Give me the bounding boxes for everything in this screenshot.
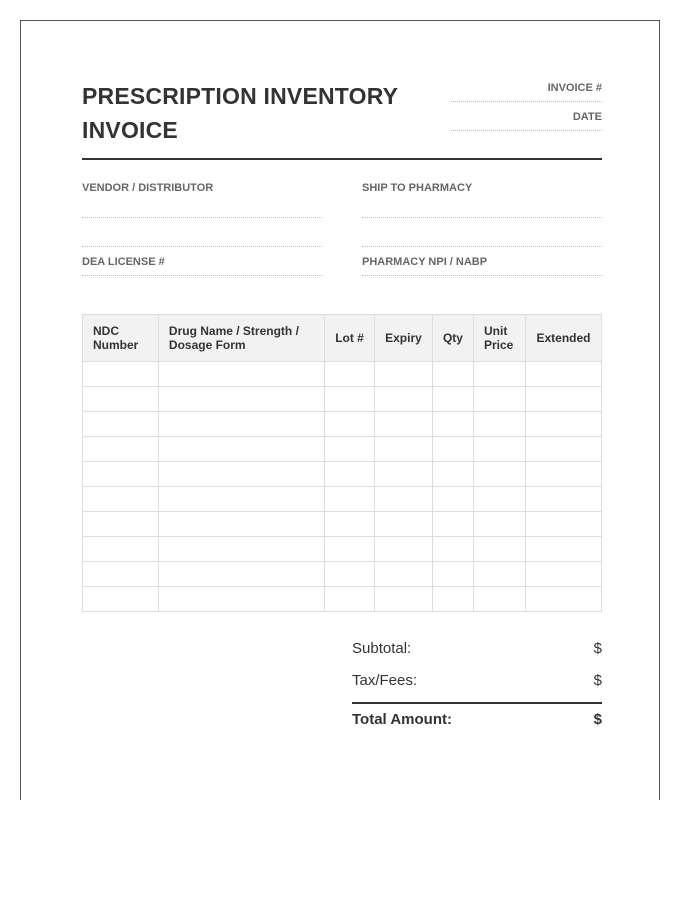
drug-name-cell[interactable]	[158, 437, 324, 462]
table-row	[83, 537, 602, 562]
qty-cell[interactable]	[432, 512, 473, 537]
table-row	[83, 512, 602, 537]
dea-license-line[interactable]	[82, 275, 322, 276]
ship-to-label: SHIP TO PHARMACY	[362, 182, 473, 194]
table-row	[83, 587, 602, 612]
expiry-cell[interactable]	[374, 512, 432, 537]
dea-license-label: DEA LICENSE #	[82, 256, 165, 268]
items-table-body	[83, 362, 602, 612]
unit-price-cell[interactable]	[473, 437, 525, 462]
subtotal-row	[352, 640, 602, 660]
tax-fees-row	[352, 672, 602, 692]
table-row	[83, 362, 602, 387]
drug-name-cell[interactable]	[158, 537, 324, 562]
drug-name-cell[interactable]	[158, 412, 324, 437]
items-table	[82, 314, 602, 612]
qty-cell[interactable]	[432, 562, 473, 587]
extended-cell[interactable]	[525, 562, 601, 587]
header-lot: Lot #	[325, 315, 375, 362]
table-row	[83, 462, 602, 487]
table-row	[83, 437, 602, 462]
extended-cell[interactable]	[525, 387, 601, 412]
lot-cell[interactable]	[325, 462, 375, 487]
header-expiry: Expiry	[374, 315, 432, 362]
lot-cell[interactable]	[325, 362, 375, 387]
title-line-1: PRESCRIPTION INVENTORY	[82, 83, 399, 109]
header-unit-price: Unit Price	[473, 315, 525, 362]
drug-name-cell[interactable]	[158, 387, 324, 412]
ndc-number-cell[interactable]	[83, 562, 159, 587]
drug-name-cell[interactable]	[158, 562, 324, 587]
qty-cell[interactable]	[432, 537, 473, 562]
vendor-line-2[interactable]	[82, 246, 322, 247]
totals-divider	[352, 702, 602, 704]
drug-name-cell[interactable]	[158, 587, 324, 612]
ndc-number-cell[interactable]	[83, 587, 159, 612]
unit-price-cell[interactable]	[473, 562, 525, 587]
tax-fees-label: Tax/Fees:	[352, 672, 418, 689]
expiry-cell[interactable]	[374, 462, 432, 487]
lot-cell[interactable]	[325, 537, 375, 562]
drug-name-cell[interactable]	[158, 362, 324, 387]
header-qty: Qty	[432, 315, 473, 362]
qty-cell[interactable]	[432, 437, 473, 462]
expiry-cell[interactable]	[374, 437, 432, 462]
unit-price-cell[interactable]	[473, 462, 525, 487]
ndc-number-cell[interactable]	[83, 537, 159, 562]
pharmacy-npi-label: PHARMACY NPI / NABP	[362, 256, 488, 268]
expiry-cell[interactable]	[374, 412, 432, 437]
extended-cell[interactable]	[525, 362, 601, 387]
lot-cell[interactable]	[325, 412, 375, 437]
table-row	[83, 487, 602, 512]
table-row	[83, 387, 602, 412]
expiry-cell[interactable]	[374, 537, 432, 562]
invoice-number-field[interactable]	[451, 82, 602, 102]
subtotal-value[interactable]: $	[593, 640, 602, 657]
ndc-number-cell[interactable]	[83, 437, 159, 462]
ndc-number-cell[interactable]	[83, 412, 159, 437]
header-ndc-number: NDC Number	[83, 315, 159, 362]
ndc-number-cell[interactable]	[83, 487, 159, 512]
ndc-number-cell[interactable]	[83, 512, 159, 537]
invoice-number-label: INVOICE #	[547, 82, 602, 94]
date-field[interactable]	[451, 111, 602, 131]
invoice-title	[82, 79, 442, 147]
total-amount-label: Total Amount:	[352, 711, 452, 728]
total-amount-row	[352, 711, 602, 731]
extended-cell[interactable]	[525, 462, 601, 487]
ship-to-line-2[interactable]	[362, 246, 602, 247]
unit-price-cell[interactable]	[473, 587, 525, 612]
expiry-cell[interactable]	[374, 587, 432, 612]
table-row	[83, 562, 602, 587]
extended-cell[interactable]	[525, 487, 601, 512]
lot-cell[interactable]	[325, 562, 375, 587]
date-label: DATE	[572, 111, 602, 123]
extended-cell[interactable]	[525, 587, 601, 612]
ship-to-line-1[interactable]	[362, 217, 602, 218]
expiry-cell[interactable]	[374, 387, 432, 412]
lot-cell[interactable]	[325, 437, 375, 462]
qty-cell[interactable]	[432, 487, 473, 512]
title-divider	[82, 158, 602, 160]
unit-price-cell[interactable]	[473, 487, 525, 512]
subtotal-label: Subtotal:	[352, 640, 412, 657]
total-amount-value[interactable]: $	[593, 711, 602, 728]
drug-name-cell[interactable]	[158, 512, 324, 537]
qty-cell[interactable]	[432, 462, 473, 487]
ndc-number-cell[interactable]	[83, 387, 159, 412]
drug-name-cell[interactable]	[158, 462, 324, 487]
header-drug-name: Drug Name / Strength / Dosage Form	[158, 315, 324, 362]
vendor-label: VENDOR / DISTRIBUTOR	[82, 182, 214, 194]
unit-price-cell[interactable]	[473, 387, 525, 412]
lot-cell[interactable]	[325, 587, 375, 612]
expiry-cell[interactable]	[374, 562, 432, 587]
table-header-row	[83, 315, 602, 362]
tax-fees-value[interactable]: $	[593, 672, 602, 689]
extended-cell[interactable]	[525, 412, 601, 437]
extended-cell[interactable]	[525, 537, 601, 562]
table-row	[83, 412, 602, 437]
unit-price-cell[interactable]	[473, 512, 525, 537]
pharmacy-npi-line[interactable]	[362, 275, 602, 276]
expiry-cell[interactable]	[374, 487, 432, 512]
lot-cell[interactable]	[325, 512, 375, 537]
qty-cell[interactable]	[432, 587, 473, 612]
unit-price-cell[interactable]	[473, 362, 525, 387]
extended-cell[interactable]	[525, 512, 601, 537]
ndc-number-cell[interactable]	[83, 462, 159, 487]
vendor-line-1[interactable]	[82, 217, 322, 218]
unit-price-cell[interactable]	[473, 537, 525, 562]
ndc-number-cell[interactable]	[83, 362, 159, 387]
header-extended: Extended	[525, 315, 601, 362]
title-line-2: INVOICE	[82, 117, 178, 143]
expiry-cell[interactable]	[374, 362, 432, 387]
unit-price-cell[interactable]	[473, 412, 525, 437]
qty-cell[interactable]	[432, 362, 473, 387]
lot-cell[interactable]	[325, 387, 375, 412]
lot-cell[interactable]	[325, 487, 375, 512]
drug-name-cell[interactable]	[158, 487, 324, 512]
invoice-page	[20, 20, 660, 800]
qty-cell[interactable]	[432, 412, 473, 437]
qty-cell[interactable]	[432, 387, 473, 412]
extended-cell[interactable]	[525, 437, 601, 462]
